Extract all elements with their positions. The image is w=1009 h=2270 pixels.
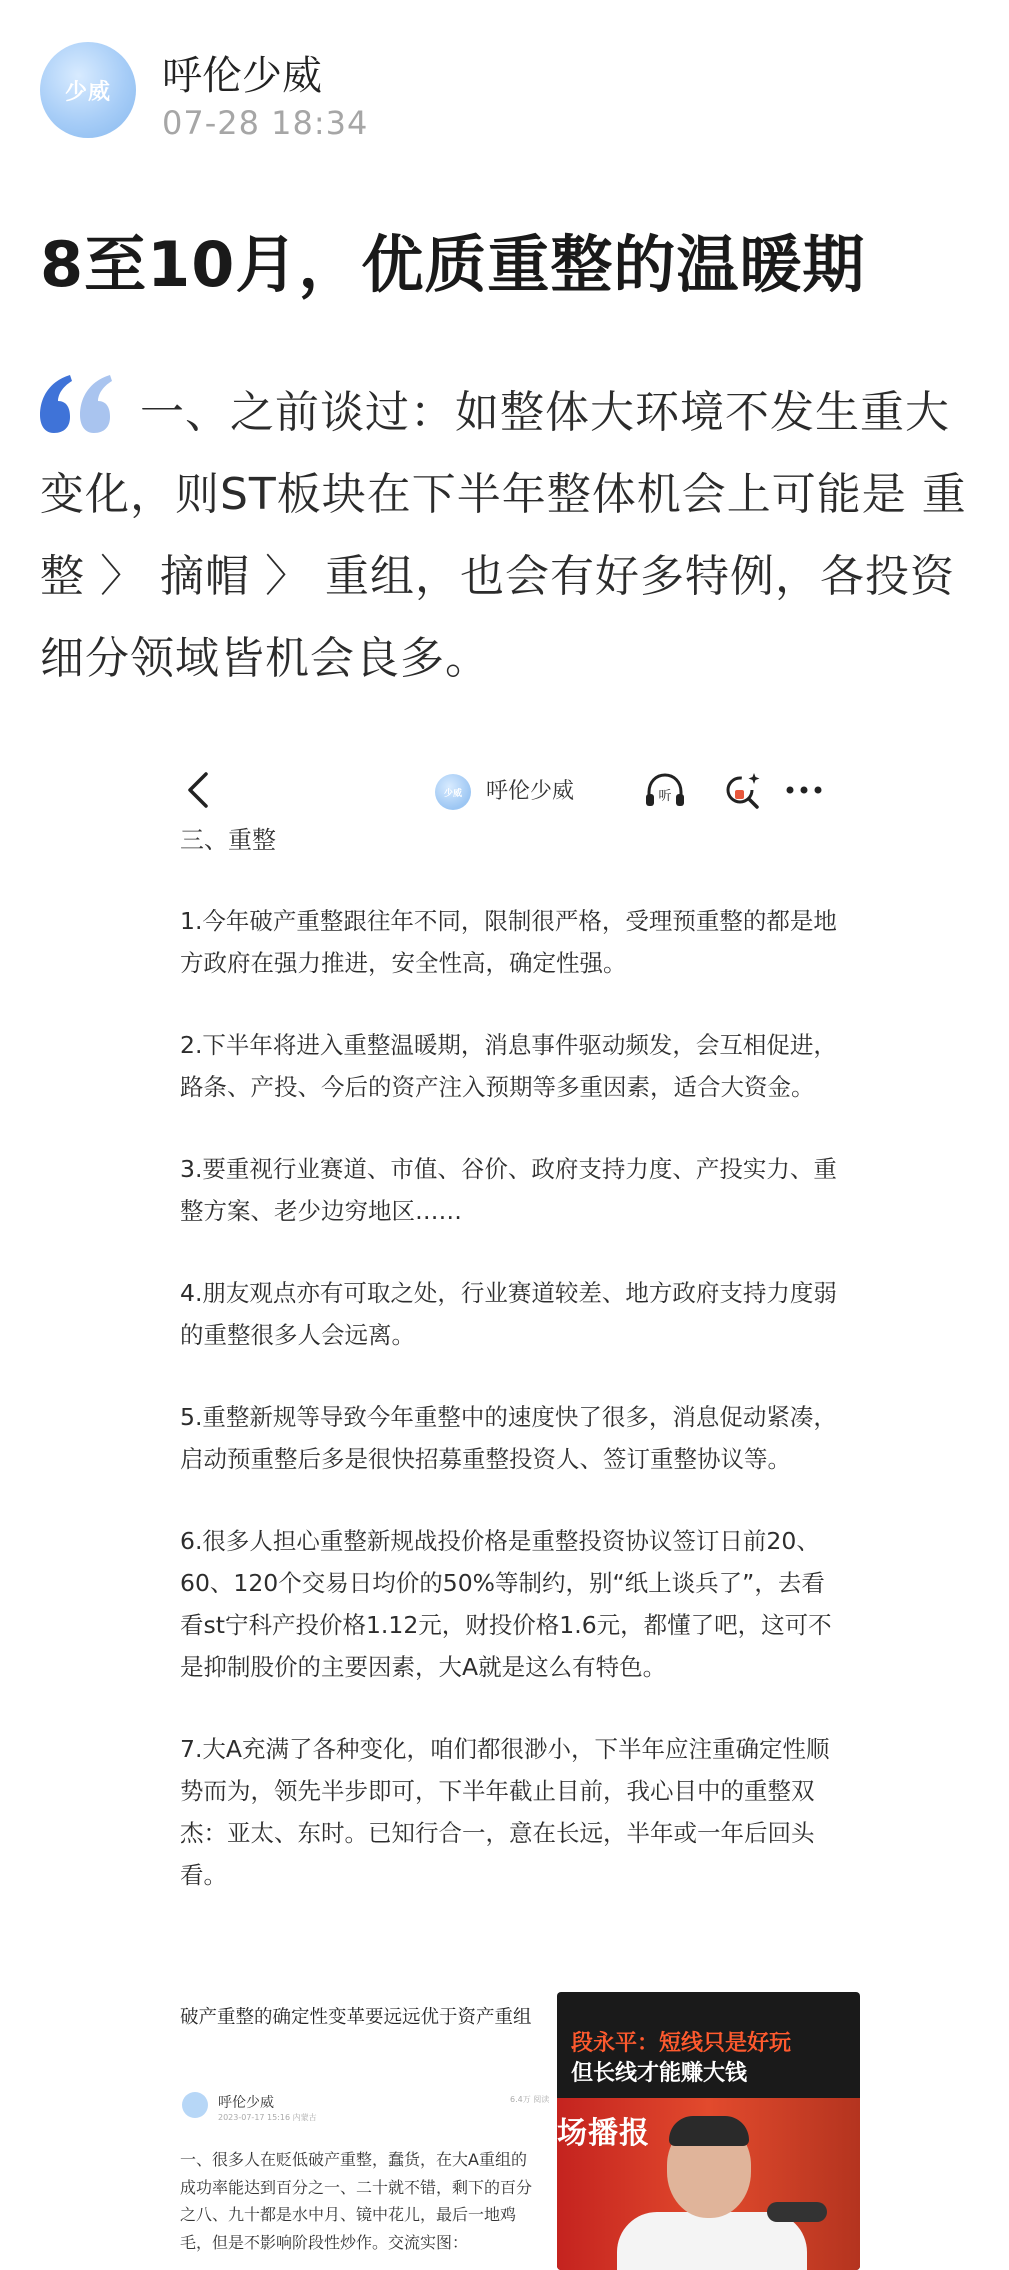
section-heading: 三、重整 <box>180 826 276 854</box>
post-timestamp: 07-28 18:34 <box>162 104 369 142</box>
paragraph: 6.很多人担心重整新规战投价格是重整投资协议签订日前20、60、120个交易日均价的50%等制约，别“纸上谈兵了”，去看看st宁科产投价格1.12元，财投价格1.6元，都懂了吧，这可不是抑制股价的主要因素，大A就是这么有特色。 <box>180 1527 832 1681</box>
headphones-icon[interactable] <box>643 770 687 810</box>
quote-text: 一、之前谈过：如整体大环境不发生重大变化，则ST板块在下半年整体机会上可能是 重整 〉 摘帽 〉 重组，也会有好多特例，各投资细分领域皆机会良多。 <box>40 387 967 684</box>
video-headline-2: 但长线才能赚大钱 <box>571 2061 748 2086</box>
paragraph: 2.下半年将进入重整温暖期，消息事件驱动频发，会互相促进，路条、产投、今后的资产注入预期等多重因素，适合大资金。 <box>180 1031 837 1101</box>
paragraph: 3.要重视行业赛道、市值、谷价、政府支持力度、产投实力、重整方案、老少边穷地区…… <box>180 1155 837 1225</box>
nested-author: 呼伦少威 <box>218 2095 274 2111</box>
embed-author-name[interactable]: 呼伦少威 <box>486 779 575 804</box>
more-icon[interactable] <box>782 770 826 810</box>
ai-search-icon[interactable] <box>722 770 762 810</box>
nested-meta: 2023-07-17 15:16 内蒙古 <box>218 2113 317 2122</box>
avatar[interactable] <box>40 42 136 138</box>
video-headline-1: 段永平：短线只是好玩 <box>571 2031 792 2056</box>
svg-text:听: 听 <box>658 789 672 804</box>
paragraph: 5.重整新规等导致今年重整中的速度快了很多，消息促动紧凑，启动预重整后多是很快招募重整投资人、签订重整协议等。 <box>180 1403 837 1473</box>
back-icon[interactable] <box>180 768 216 812</box>
post-header <box>40 38 980 148</box>
nested-avatar <box>182 2092 208 2118</box>
embed-top-bar <box>160 760 860 820</box>
paragraph: 4.朋友观点亦有可取之处，行业赛道较差、地方政府支持力度弱的重整很多人会远离。 <box>180 1279 837 1349</box>
author-name[interactable]: 呼伦少威 <box>162 53 322 99</box>
embed-avatar[interactable] <box>435 774 471 810</box>
paragraph: 7.大A充满了各种变化，咱们都很渺小，下半年应注重确定性顺势而为，领先半步即可，下半年截止目前，我心目中的重整双杰：亚太、东时。已知行合一，意在长远，半年或一年后回头看。 <box>180 1735 830 1889</box>
embedded-screenshot <box>160 740 860 2270</box>
embed-article-body <box>180 900 840 1936</box>
page-title: 8至10月，优质重整的温暖期 <box>40 228 866 301</box>
video-thumbnail[interactable] <box>557 1992 860 2270</box>
nested-article-text: 一、很多人在贬低破产重整，蠢货，在大A重组的成功率能达到百分之一、二十就不错，剩下的百分之八、九十都是水中月、镜中花儿，最后一地鸡毛，但是不影响阶段性炒作。交流实图： <box>180 2150 533 2252</box>
nested-article-title: 破产重整的确定性变革要远远优于资产重组 <box>180 2007 532 2028</box>
paragraph: 1.今年破产重整跟往年不同，限制很严格，受理预重整的都是地方政府在强力推进，安全性高，确定性强。 <box>180 907 837 977</box>
video-banner-text: 场播报 <box>557 2116 650 2151</box>
avatar-label: 少威 <box>64 79 111 105</box>
nested-read-count: 6.4万 阅读 <box>510 2095 550 2104</box>
embed-avatar-label: 少威 <box>443 788 462 799</box>
microphone <box>767 2202 827 2222</box>
nested-article-card[interactable] <box>160 2000 550 2270</box>
person-hair <box>669 2116 749 2146</box>
